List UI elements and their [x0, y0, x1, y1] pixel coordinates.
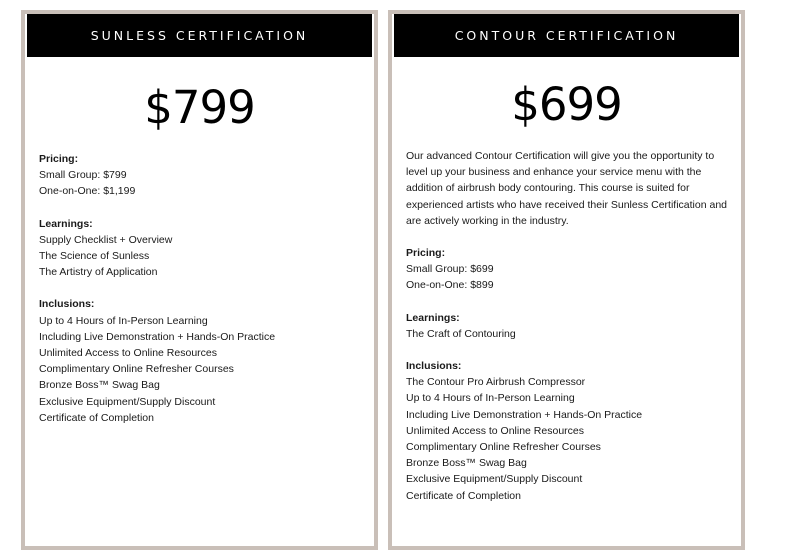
inclusions-item: Up to 4 Hours of In-Person Learning: [406, 392, 575, 405]
inclusions-section: [406, 358, 731, 504]
pricing-item: One-on-One: $899: [406, 279, 494, 292]
inclusions-item: Bronze Boss™ Swag Bag: [406, 457, 527, 470]
card-details: [25, 151, 374, 426]
inclusions-item: Complimentary Online Refresher Courses: [39, 363, 234, 376]
pricing-item: One-on-One: $1,199: [39, 185, 136, 198]
contour-certification-card: [388, 10, 745, 550]
inclusions-section: [39, 296, 360, 426]
pricing-item: Small Group: $799: [39, 169, 127, 182]
inclusions-item: Bronze Boss™ Swag Bag: [39, 379, 160, 392]
pricing-section: [406, 245, 731, 294]
inclusions-heading: Inclusions:: [39, 298, 95, 311]
inclusions-item: Including Live Demonstration + Hands-On Practice: [39, 330, 276, 343]
inclusions-item: Unlimited Access to Online Resources: [39, 347, 217, 360]
inclusions-item: Up to 4 Hours of In-Person Learning: [39, 314, 208, 327]
pricing-heading: Pricing:: [406, 247, 446, 260]
learnings-heading: Learnings:: [39, 217, 93, 230]
price: $699: [511, 78, 622, 131]
inclusions-item: Certificate of Completion: [39, 411, 154, 424]
inclusions-item: Unlimited Access to Online Resources: [406, 424, 584, 437]
learnings-heading: Learnings:: [406, 311, 460, 324]
card-details: [392, 148, 741, 504]
learnings-section: [39, 216, 360, 281]
card-title: SUNLESS CERTIFICATION: [27, 14, 372, 57]
inclusions-item: Including Live Demonstration + Hands-On Practice: [406, 408, 643, 421]
inclusions-heading: Inclusions:: [406, 360, 462, 373]
inclusions-item: The Contour Pro Airbrush Compressor: [406, 376, 586, 389]
sunless-certification-card: [21, 10, 378, 550]
learnings-item: The Artistry of Application: [39, 266, 158, 279]
inclusions-item: Complimentary Online Refresher Courses: [406, 441, 601, 454]
inclusions-item: Exclusive Equipment/Supply Discount: [406, 473, 583, 486]
pricing-section: [39, 151, 360, 200]
course-description: Our advanced Contour Certification will give you the opportunity to level up your business and enhance your service menu with the addition of airbrush body contouring. This course is suited for experienced artists who have received their Sunless Certification and are actively working in the industry.: [406, 150, 728, 227]
inclusions-item: Certificate of Completion: [406, 489, 521, 502]
price: $799: [144, 81, 255, 134]
pricing-heading: Pricing:: [39, 153, 79, 165]
learnings-item: The Science of Sunless: [39, 250, 150, 263]
learnings-item: Supply Checklist + Overview: [39, 233, 173, 246]
inclusions-item: Exclusive Equipment/Supply Discount: [39, 395, 216, 408]
pricing-item: Small Group: $699: [406, 263, 494, 276]
learnings-item: The Craft of Contouring: [406, 327, 516, 340]
learnings-section: [406, 310, 731, 342]
card-title: CONTOUR CERTIFICATION: [394, 14, 739, 57]
